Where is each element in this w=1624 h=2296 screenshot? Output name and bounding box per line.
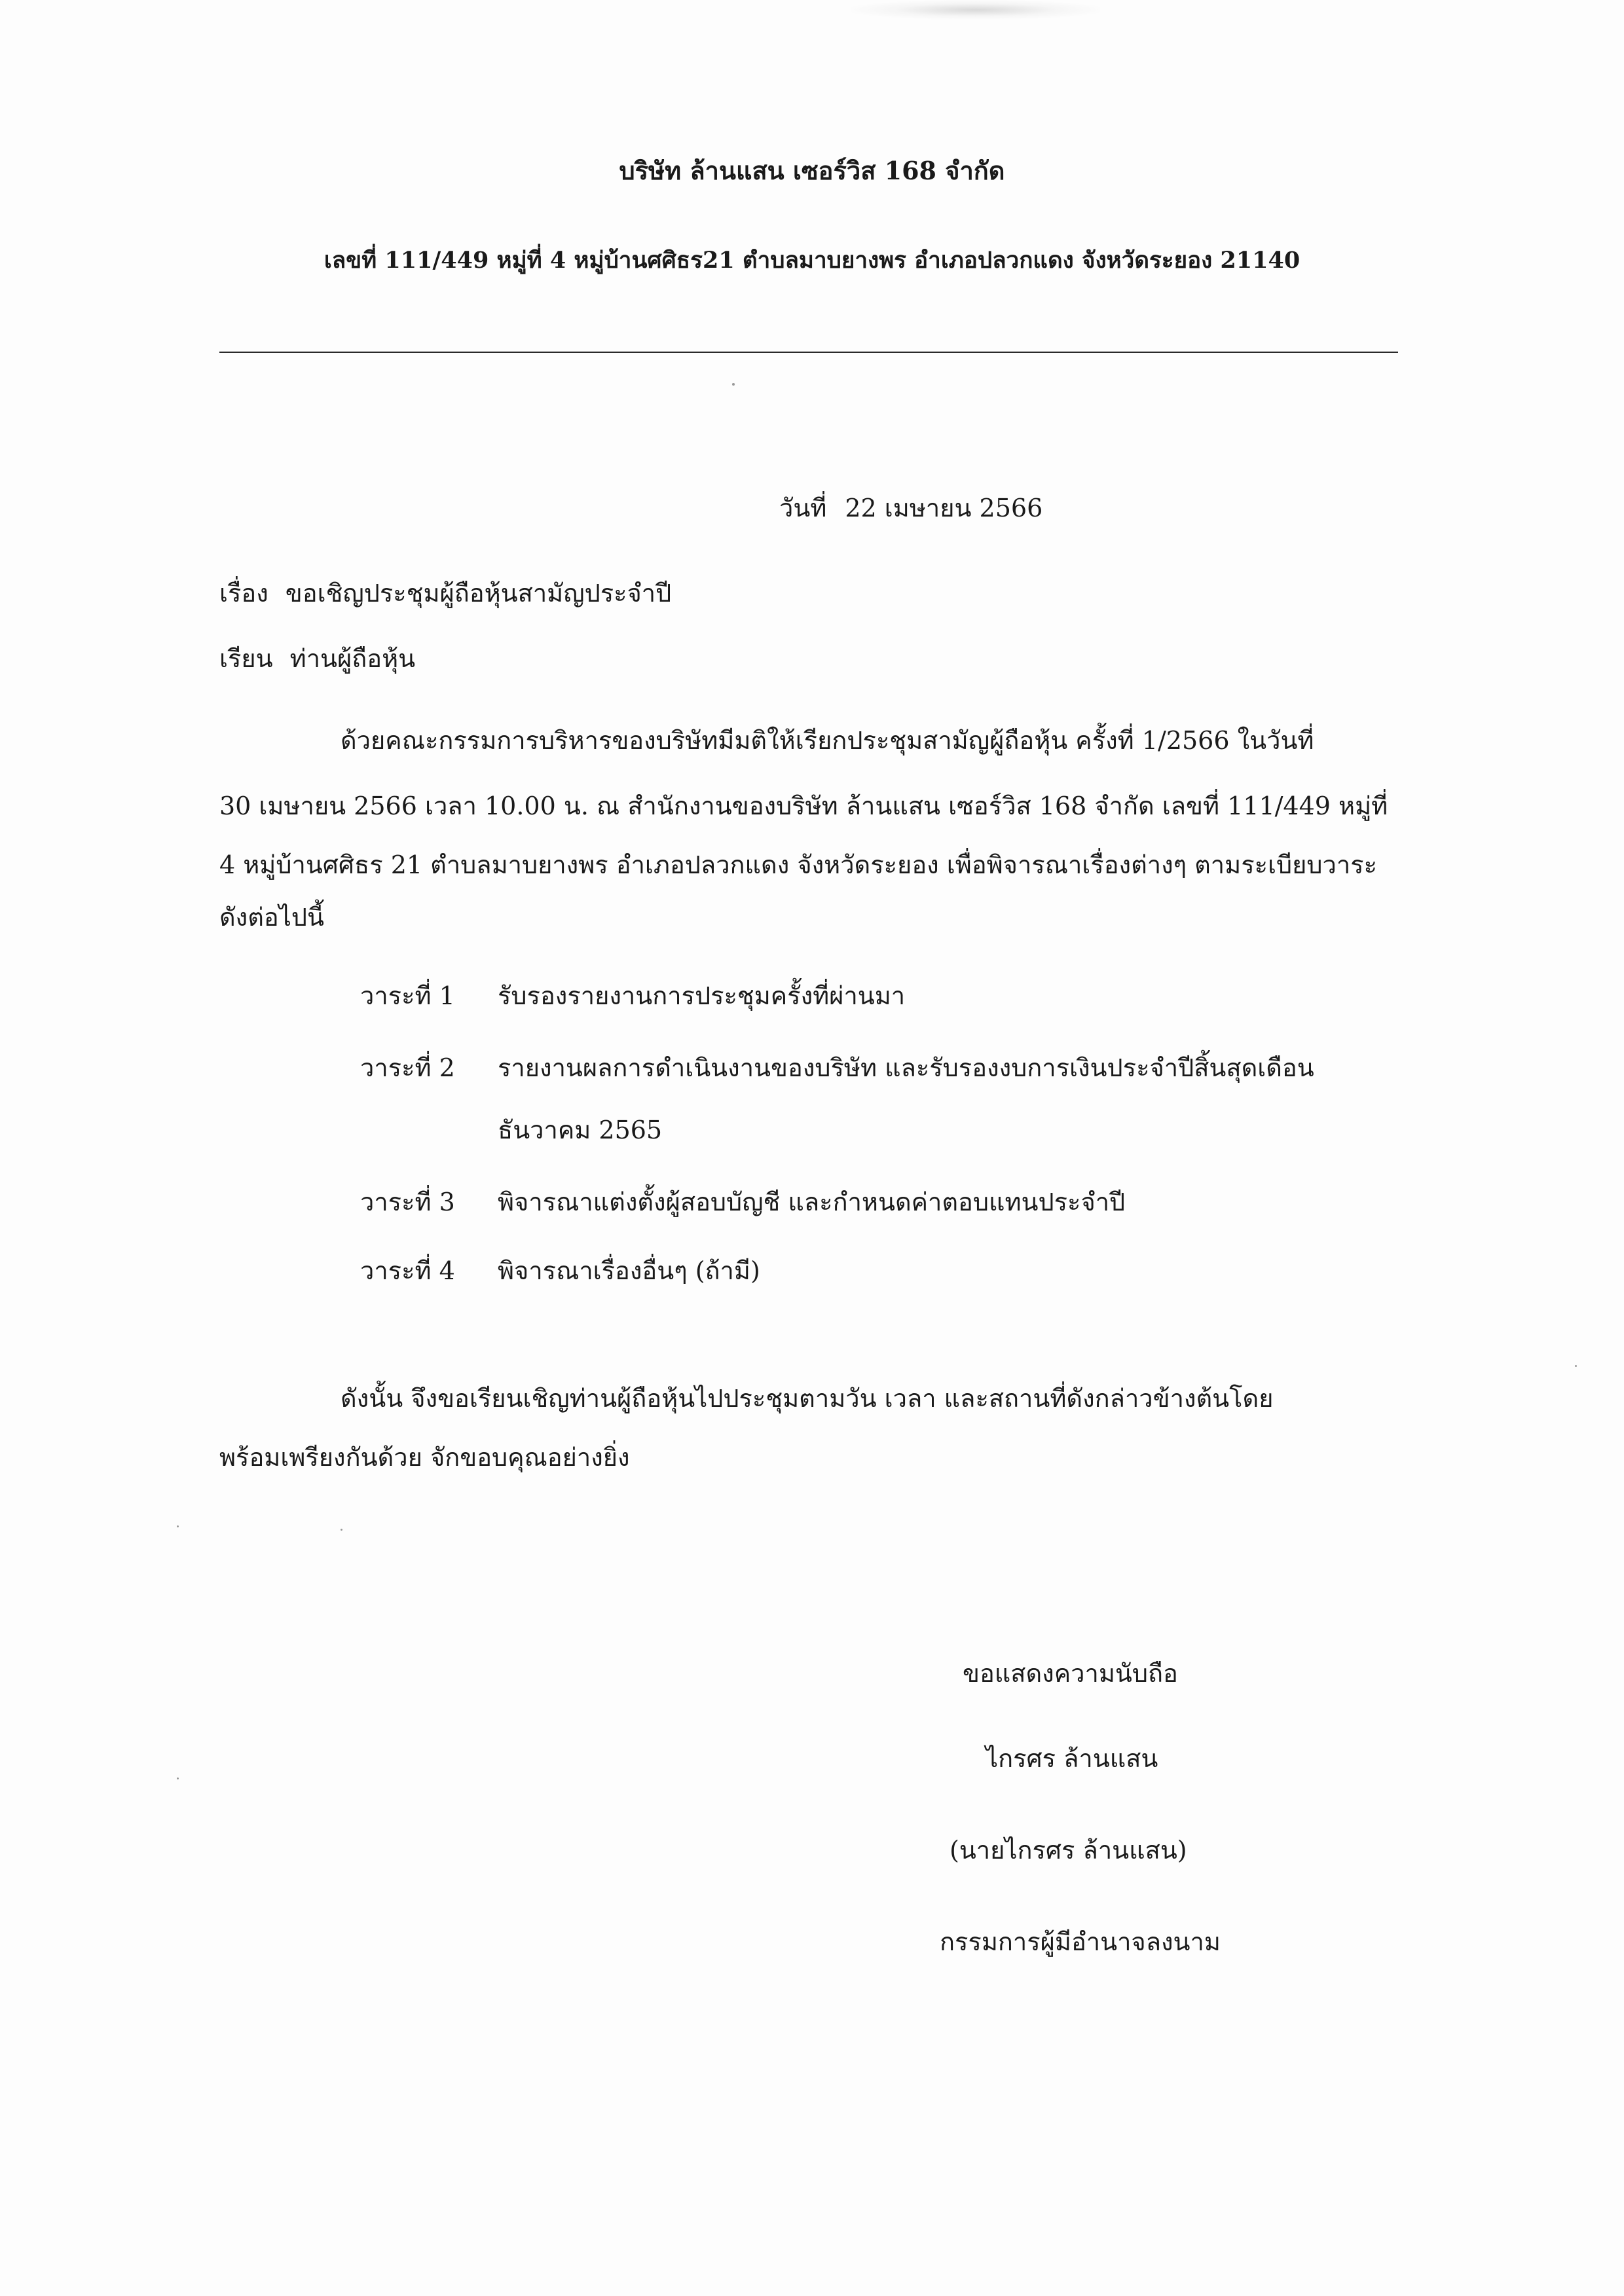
date-line: [779, 488, 1043, 528]
agenda-text: รายงานผลการดำเนินงานของบริษัท และรับรองงบการเงินประจำปีสิ้นสุดเดือน: [498, 1053, 1314, 1082]
paragraph-line: ดังต่อไปนี้: [219, 903, 324, 932]
scan-smudge: [851, 0, 1100, 20]
signature-name: ไกรศร ล้านแสน: [986, 1744, 1158, 1773]
date-value: 22 เมษายน 2566: [845, 494, 1043, 522]
subject-label: เรื่อง: [219, 579, 268, 608]
agenda-text: พิจารณาแต่งตั้งผู้สอบบัญชี และกำหนดค่าตอบแทนประจำปี: [498, 1188, 1126, 1216]
letterhead-divider: [219, 352, 1398, 353]
recipient-text: ท่านผู้ถือหุ้น: [289, 644, 416, 673]
scan-speck: [732, 383, 735, 386]
agenda-text: พิจารณาเรื่องอื่นๆ (ถ้ามี): [498, 1256, 760, 1285]
paragraph-line: ดังนั้น จึงขอเรียนเชิญท่านผู้ถือหุ้นไปประชุมตามวัน เวลา และสถานที่ดังกล่าวข้างต้นโดย: [341, 1384, 1274, 1413]
closing-salutation: ขอแสดงความนับถือ: [963, 1659, 1178, 1688]
company-address: เลขที่ 111/449 หมู่ที่ 4 หมู่บ้านศศิธร21 ตำบลมาบยางพร อำเภอปลวกแดง จังหวัดระยอง 21140: [323, 247, 1301, 274]
paragraph-line: ด้วยคณะกรรมการบริหารของบริษัทมีมติให้เรียกประชุมสามัญผู้ถือหุ้น ครั้งที่ 1/2566 ในวันที่: [341, 726, 1314, 755]
agenda-text: ธันวาคม 2565: [498, 1116, 663, 1144]
subject-line: [219, 573, 671, 613]
agenda-text: รับรองรายงานการประชุมครั้งที่ผ่านมา: [498, 981, 906, 1010]
scan-speck: [1575, 1365, 1577, 1367]
date-label: วันที่: [779, 494, 827, 522]
recipient-line: [219, 638, 415, 678]
agenda-label: วาระที่ 1: [360, 981, 455, 1010]
signatory-title: กรรมการผู้มีอำนาจลงนาม: [940, 1927, 1221, 1956]
agenda-label: วาระที่ 4: [360, 1256, 455, 1285]
agenda-label: วาระที่ 3: [360, 1188, 455, 1216]
company-name: บริษัท ล้านแสน เซอร์วิส 168 จำกัด: [619, 156, 1005, 185]
signatory-full-name: (นายไกรศร ล้านแสน): [950, 1836, 1187, 1865]
recipient-label: เรียน: [219, 644, 273, 673]
scan-speck: [341, 1529, 342, 1531]
agenda-label: วาระที่ 2: [360, 1053, 455, 1082]
scan-speck: [177, 1777, 179, 1779]
subject-text: ขอเชิญประชุมผู้ถือหุ้นสามัญประจำปี: [285, 579, 672, 608]
paragraph-line: พร้อมเพรียงกันด้วย จักขอบคุณอย่างยิ่ง: [219, 1443, 630, 1472]
paragraph-line: 4 หมู่บ้านศศิธร 21 ตำบลมาบยางพร อำเภอปลวกแดง จังหวัดระยอง เพื่อพิจารณาเรื่องต่างๆ ตามระเบียบวาระ: [219, 850, 1378, 879]
paragraph-line: 30 เมษายน 2566 เวลา 10.00 น. ณ สำนักงานของบริษัท ล้านแสน เซอร์วิส 168 จำกัด เลขที่ 111/449 หมู่ที่: [219, 792, 1388, 820]
scan-speck: [177, 1525, 179, 1527]
